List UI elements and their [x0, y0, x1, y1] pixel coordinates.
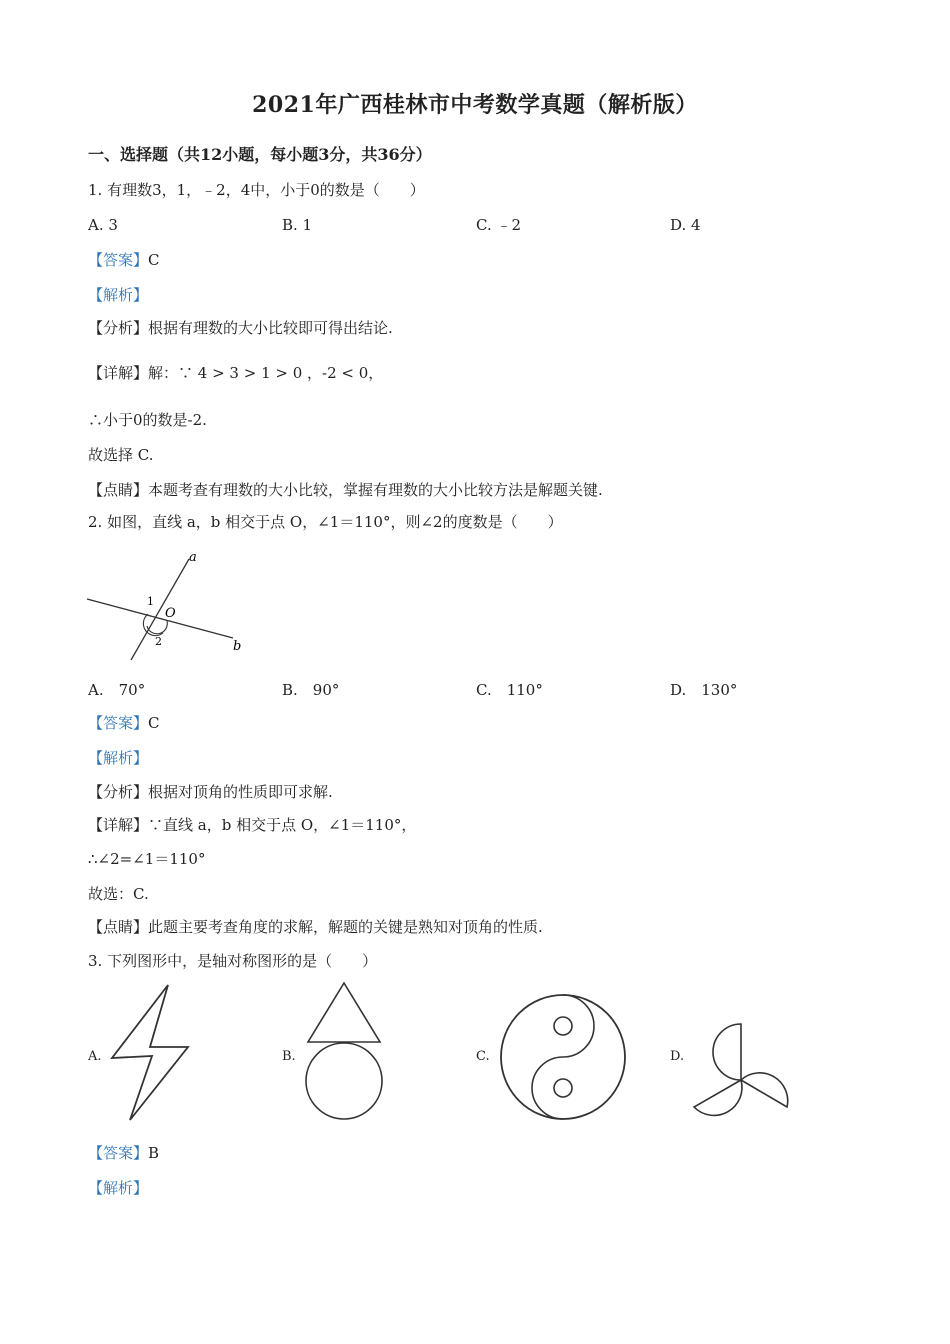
- answer-tag: 【答案】: [88, 1144, 149, 1162]
- q1-analysis-tag: 【解析】: [88, 286, 149, 304]
- pinwheel-figure: [690, 1020, 800, 1124]
- label-a: a: [189, 550, 197, 565]
- answer-value: C: [148, 714, 160, 732]
- lightning-bolt-figure: [108, 983, 192, 1123]
- question-2-stem: 2. 如图，直线 a，b 相交于点 O，∠1＝110°，则∠2的度数是（ ）: [88, 513, 563, 531]
- q2-fenxi: 【分析】根据对顶角的性质即可求解.: [88, 783, 333, 801]
- q1-detail: [88, 363, 383, 383]
- q3-option-d-label: D.: [670, 1049, 685, 1064]
- q1-therefore: ∴小于0的数是-2.: [88, 411, 207, 429]
- q3-answer: [88, 1143, 159, 1163]
- q1-choose: 故选择 C.: [88, 446, 154, 464]
- answer-value: B: [148, 1144, 160, 1162]
- section-heading: 一、选择题（共12小题，每小题3分，共36分）: [88, 145, 432, 164]
- q1-fenxi: 【分析】根据有理数的大小比较即可得出结论.: [88, 319, 393, 337]
- answer-tag: 【答案】: [88, 251, 149, 269]
- label-o: O: [165, 606, 176, 621]
- q1-answer: [88, 250, 160, 270]
- question-1-stem: 1. 有理数3，1，﹣2，4中，小于0的数是（ ）: [88, 181, 425, 199]
- q2-option-d: D. 130°: [670, 681, 738, 699]
- line-b: [87, 599, 233, 638]
- q2-option-c: C. 110°: [476, 681, 543, 699]
- answer-value: C: [148, 251, 160, 269]
- q3-option-c-label: C.: [476, 1049, 490, 1064]
- q2-option-b: B. 90°: [282, 681, 340, 699]
- q2-analysis-tag: 【解析】: [88, 749, 149, 767]
- q2-dianjing: 【点睛】此题主要考查角度的求解，解题的关键是熟知对顶角的性质.: [88, 918, 543, 936]
- q2-option-a: A. 70°: [88, 681, 146, 699]
- q3-option-a-label: A.: [88, 1049, 102, 1064]
- detail-tag: 【详解】: [88, 364, 149, 382]
- q1-option-b: B. 1: [282, 216, 313, 234]
- q1-option-a: A. 3: [88, 216, 118, 234]
- q2-therefore: ∴∠2=∠1＝110°: [88, 850, 206, 868]
- q3-analysis-tag: 【解析】: [88, 1179, 149, 1197]
- q2-detail: 【详解】∵直线 a，b 相交于点 O，∠1＝110°，: [88, 816, 417, 834]
- page-title: 2021年广西桂林市中考数学真题（解析版）: [252, 92, 698, 118]
- question-3-stem: 3. 下列图形中，是轴对称图形的是（ ）: [88, 952, 378, 970]
- q3-option-b-label: B.: [282, 1049, 296, 1064]
- q2-choose: 故选：C.: [88, 885, 149, 903]
- triangle-circle-figure: [302, 980, 386, 1122]
- label-angle-2: 2: [155, 635, 162, 648]
- q1-option-c: C. ﹣2: [476, 216, 522, 234]
- detail-text: 解：∵ 4 > 3 > 1 > 0 ，-2 < 0，: [148, 364, 384, 382]
- q1-dianjing: 【点睛】本题考查有理数的大小比较，掌握有理数的大小比较方法是解题关键.: [88, 481, 603, 499]
- taiji-figure: [498, 992, 628, 1122]
- label-b: b: [233, 639, 242, 654]
- intersecting-lines-figure: [85, 545, 250, 665]
- answer-tag: 【答案】: [88, 714, 149, 732]
- q1-option-d: D. 4: [670, 216, 701, 234]
- label-angle-1: 1: [147, 595, 154, 608]
- q2-answer: [88, 713, 160, 733]
